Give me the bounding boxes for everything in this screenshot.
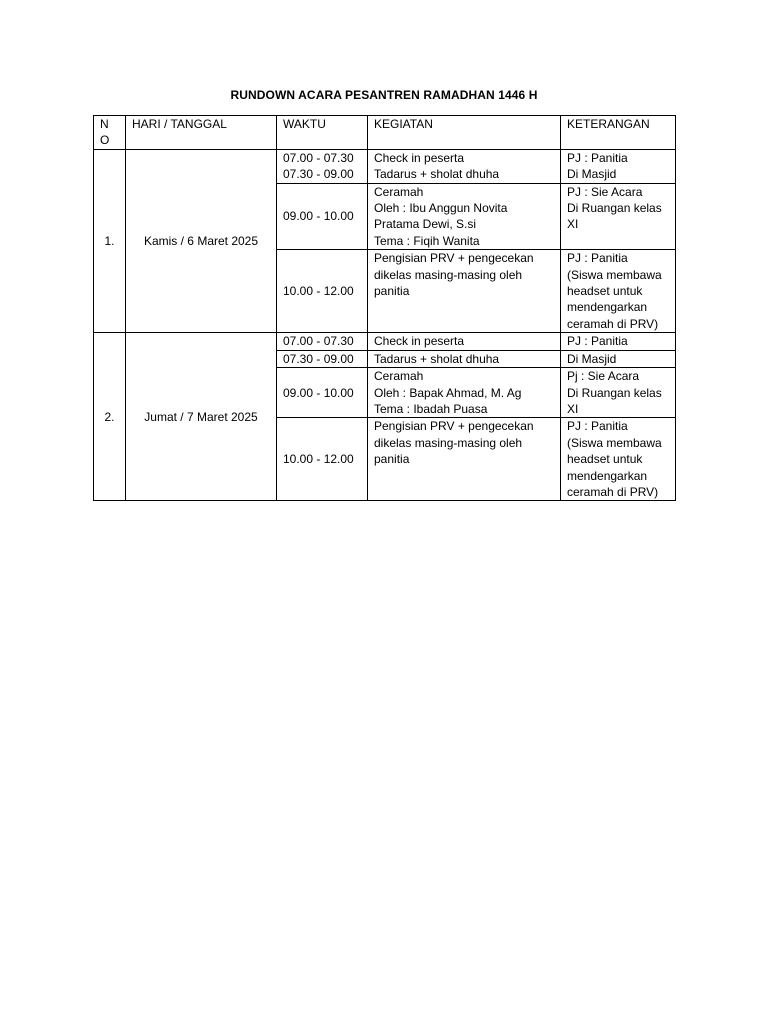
- header-day: HARI / TANGGAL: [126, 116, 277, 150]
- row-number: 2.: [94, 333, 126, 501]
- activity-line: Tema : Ibadah Puasa: [374, 401, 488, 416]
- header-no-line: N: [100, 117, 109, 131]
- time-cell: 10.00 - 12.00: [277, 250, 368, 333]
- activity-line: Oleh : Bapak Ahmad, M. Ag: [374, 385, 522, 400]
- rundown-table: [93, 115, 676, 501]
- table-row: [94, 333, 676, 350]
- time-cell: [277, 149, 368, 183]
- activity-cell: Tadarus + sholat dhuha: [368, 350, 561, 367]
- time-cell: 09.00 - 10.00: [277, 368, 368, 418]
- header-activity: KEGIATAN: [368, 116, 561, 150]
- note-line: PJ : Panitia: [567, 251, 628, 266]
- table-row: [94, 149, 676, 183]
- note-line: ceramah di PRV): [567, 316, 659, 331]
- note-line: headset untuk: [567, 284, 643, 299]
- time-cell: 09.00 - 10.00: [277, 183, 368, 250]
- note-line: XI: [567, 217, 579, 232]
- note-line: mendengarkan: [567, 468, 648, 483]
- time-cell: 07.30 - 09.00: [277, 350, 368, 367]
- header-no-line: O: [100, 133, 110, 148]
- note-line: mendengarkan: [567, 300, 648, 315]
- activity-line: Tema : Fiqih Wanita: [374, 233, 480, 248]
- note-line: Di Masjid: [567, 167, 617, 182]
- note-cell: [561, 418, 676, 501]
- row-date: Jumat / 7 Maret 2025: [126, 333, 277, 501]
- header-note: KETERANGAN: [561, 116, 676, 150]
- time-text: 07.00 - 07.30: [283, 150, 354, 165]
- note-line: Di Ruangan kelas: [567, 201, 662, 216]
- document-title: RUNDOWN ACARA PESANTREN RAMADHAN 1446 H: [230, 88, 538, 102]
- time-cell: 07.00 - 07.30: [277, 333, 368, 350]
- note-line: ceramah di PRV): [567, 484, 659, 499]
- note-line: PJ : Panitia: [567, 419, 628, 434]
- activity-line: Ceramah: [374, 184, 424, 199]
- note-cell: [561, 183, 676, 250]
- activity-line: dikelas masing-masing oleh: [374, 267, 523, 282]
- activity-cell: [368, 368, 561, 418]
- activity-line: Pratama Dewi, S.si: [374, 217, 477, 232]
- note-line: PJ : Panitia: [567, 150, 628, 165]
- activity-line: panitia: [374, 284, 410, 299]
- note-cell: [561, 149, 676, 183]
- note-cell: [561, 250, 676, 333]
- row-number: 1.: [94, 149, 126, 332]
- header-no: [94, 116, 126, 150]
- table-header-row: [94, 116, 676, 150]
- row-date: Kamis / 6 Maret 2025: [126, 149, 277, 332]
- note-line: headset untuk: [567, 452, 643, 467]
- activity-line: Check in peserta: [374, 150, 465, 165]
- activity-line: Tadarus + sholat dhuha: [374, 167, 500, 182]
- note-line: Di Ruangan kelas: [567, 385, 662, 400]
- note-line: XI: [567, 401, 579, 416]
- note-cell: PJ : Panitia: [561, 333, 676, 350]
- activity-line: Pengisian PRV + pengecekan: [374, 419, 534, 434]
- activity-cell: [368, 149, 561, 183]
- note-line: PJ : Sie Acara: [567, 184, 643, 199]
- activity-line: Pengisian PRV + pengecekan: [374, 251, 534, 266]
- activity-cell: [368, 418, 561, 501]
- note-line: Pj : Sie Acara: [567, 369, 640, 384]
- activity-cell: Check in peserta: [368, 333, 561, 350]
- note-cell: Di Masjid: [561, 350, 676, 367]
- time-text: 07.30 - 09.00: [283, 167, 354, 182]
- activity-line: Oleh : Ibu Anggun Novita: [374, 201, 508, 216]
- note-cell: [561, 368, 676, 418]
- activity-cell: [368, 183, 561, 250]
- time-cell: 10.00 - 12.00: [277, 418, 368, 501]
- note-line: (Siswa membawa: [567, 435, 662, 450]
- activity-line: Ceramah: [374, 369, 424, 384]
- header-time: WAKTU: [277, 116, 368, 150]
- activity-cell: [368, 250, 561, 333]
- note-line: (Siswa membawa: [567, 267, 662, 282]
- activity-line: panitia: [374, 452, 410, 467]
- activity-line: dikelas masing-masing oleh: [374, 435, 523, 450]
